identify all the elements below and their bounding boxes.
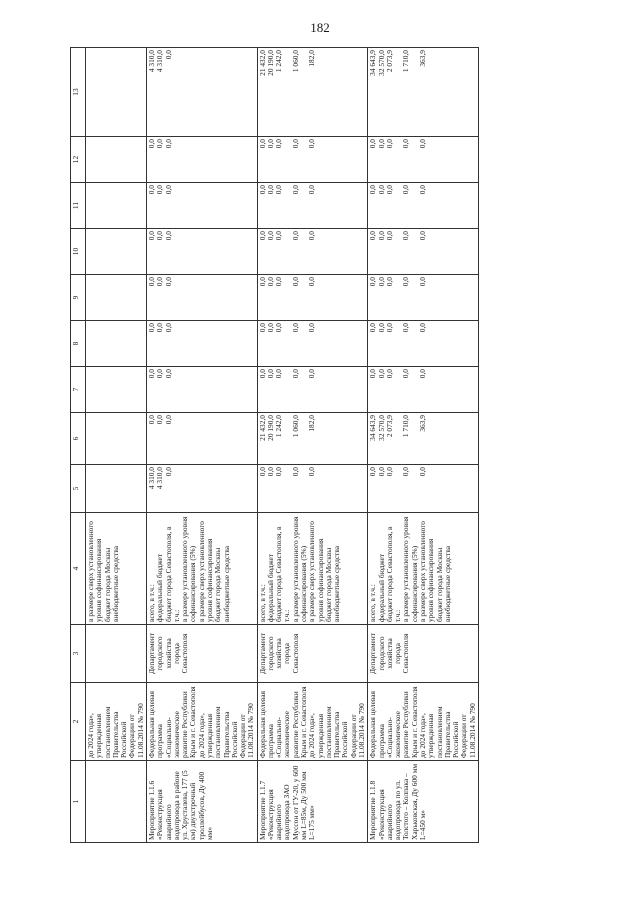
value-cell	[86, 465, 147, 513]
activity-cell: Мероприятие 1.1.8 «Реконструкция аварийного водопровода по ул. Толстого – Колпака – Харьковская, Ду 600 мм L=450 м»	[368, 761, 479, 843]
source-cell: всего, в т.ч.: федеральный бюджет бюджет города Севастополя, в т.ч.: в размере установленного уровня софинансирования (5%) в размере сверх установленного уровня софинансирования бюджет города Москвы внебюджетные средства	[257, 513, 368, 625]
value-cell	[86, 183, 147, 229]
executor-cell	[86, 625, 147, 683]
source-cell: в размере сверх установленного уровня софинансирования бюджет города Москвы внебюджетные средства	[86, 513, 147, 625]
value-cell: 21 432,0 20 190,0 1 242,0 1 060,0 182,0	[257, 413, 368, 465]
activity-cell: Мероприятие 1.1.7 «Реконструкция аварийного водопровода ЗАО Муссон от ГУ-20, у 600 мм L=85м, Ду 500 мм L=175 мм»	[257, 761, 368, 843]
source-cell: всего, в т.ч.: федеральный бюджет бюджет города Севастополя, в т.ч.: в размере установленного уровня софинансирования (5%) в размере сверх установленного уровня софинансирования бюджет города Москвы внебюджетные средства	[146, 513, 257, 625]
table-row	[146, 48, 257, 843]
executor-cell: Департамент городского хозяйства города Севастополя	[257, 625, 368, 683]
col-header-9: 9	[71, 275, 86, 321]
total-cell: 4 310,0 4 310,0 0,0	[146, 48, 257, 137]
source-cell: всего, в т.ч.: федеральный бюджет бюджет города Севастополя, в т.ч.: в размере установленного уровня софинансирования (5%) в размере сверх установленного уровня софинансирования бюджет города Москвы внебюджетные средства	[368, 513, 479, 625]
value-cell	[86, 275, 147, 321]
value-cell: 0,0 0,0 0,0 0,0 0,0	[257, 367, 368, 413]
value-cell: 0,0 0,0 0,0 0,0 0,0	[257, 275, 368, 321]
value-cell: 0,0 0,0 0,0 0,0 0,0	[368, 465, 479, 513]
total-cell: 34 643,9 32 570,0 2 073,9 1 710,0 363,9	[368, 48, 479, 137]
value-cell: 0,0 0,0 0,0	[146, 413, 257, 465]
value-cell: 0,0 0,0 0,0 0,0 0,0	[257, 321, 368, 367]
value-cell: 0,0 0,0 0,0 0,0 0,0	[368, 137, 479, 183]
value-cell: 0,0 0,0 0,0 0,0 0,0	[257, 183, 368, 229]
rotated-table-container	[70, 48, 635, 843]
col-header-6: 6	[71, 413, 86, 465]
value-cell: 0,0 0,0 0,0 0,0 0,0	[257, 465, 368, 513]
value-cell: 0,0 0,0 0,0 0,0 0,0	[368, 367, 479, 413]
program-cell: Федеральная целевая программа «Социально-экономическое развитие Республики Крым и г. Севастополя до 2024 года», утвержденная постановлением Правительства Российской Федерации от 11.08.2014 № 790	[146, 683, 257, 761]
value-cell: 0,0 0,0 0,0 0,0 0,0	[368, 183, 479, 229]
value-cell: 0,0 0,0 0,0	[146, 367, 257, 413]
program-cell: Федеральная целевая программа «Социально-экономическое развитие Республики Крым и г. Севастополя до 2024 года», утвержденная постановлением Правительства Российской Федерации от 11.08.2014 № 790	[257, 683, 368, 761]
value-cell	[86, 413, 147, 465]
col-header-4: 4	[71, 513, 86, 625]
value-cell: 0,0 0,0 0,0	[146, 229, 257, 275]
total-cell	[86, 48, 147, 137]
table-row	[86, 48, 147, 843]
value-cell: 0,0 0,0 0,0 0,0 0,0	[368, 321, 479, 367]
executor-cell: Департамент городского хозяйства города Севастополя	[146, 625, 257, 683]
col-header-11: 11	[71, 183, 86, 229]
value-cell: 0,0 0,0 0,0	[146, 275, 257, 321]
value-cell	[86, 137, 147, 183]
col-header-3: 3	[71, 625, 86, 683]
activity-cell: Мероприятие 1.1.6 «Реконструкция аварийного водопровода в районе ул. Хрусталева, 177 (5 км) двухстрочный троллейбусов, Ду 400 мм»	[146, 761, 257, 843]
activity-cell	[86, 761, 147, 843]
column-number-row	[71, 48, 86, 843]
table-row	[257, 48, 368, 843]
executor-cell: Департамент городского хозяйства города Севастополя	[368, 625, 479, 683]
col-header-1: 1	[71, 761, 86, 843]
value-cell	[86, 367, 147, 413]
program-cell: Федеральная целевая программа «Социально-экономическое развитие Республики Крым и г. Севастополя до 2024 года», утвержденная постановлением Правительства Российской Федерации от 11.08.2014 № 790	[368, 683, 479, 761]
col-header-13: 13	[71, 48, 86, 137]
program-cell: до 2024 года», утвержденная постановлением Правительства Российской Федерации от 11.08.2014 № 790	[86, 683, 147, 761]
value-cell: 0,0 0,0 0,0 0,0 0,0	[257, 229, 368, 275]
value-cell: 0,0 0,0 0,0 0,0 0,0	[257, 137, 368, 183]
value-cell: 0,0 0,0 0,0	[146, 321, 257, 367]
budget-table	[70, 47, 479, 843]
col-header-8: 8	[71, 321, 86, 367]
total-cell: 21 432,0 20 190,0 1 242,0 1 060,0 182,0	[257, 48, 368, 137]
col-header-10: 10	[71, 229, 86, 275]
page-number: 182	[310, 20, 330, 35]
rotated-page	[70, 48, 635, 843]
col-header-5: 5	[71, 465, 86, 513]
col-header-2: 2	[71, 683, 86, 761]
value-cell: 0,0 0,0 0,0	[146, 183, 257, 229]
value-cell: 34 643,9 32 570,0 2 073,9 1 710,0 363,9	[368, 413, 479, 465]
value-cell	[86, 321, 147, 367]
table-row	[368, 48, 479, 843]
value-cell: 4 310,0 4 310,0 0,0	[146, 465, 257, 513]
col-header-12: 12	[71, 137, 86, 183]
value-cell: 0,0 0,0 0,0 0,0 0,0	[368, 229, 479, 275]
value-cell: 0,0 0,0 0,0	[146, 137, 257, 183]
value-cell	[86, 229, 147, 275]
col-header-7: 7	[71, 367, 86, 413]
value-cell: 0,0 0,0 0,0 0,0 0,0	[368, 275, 479, 321]
